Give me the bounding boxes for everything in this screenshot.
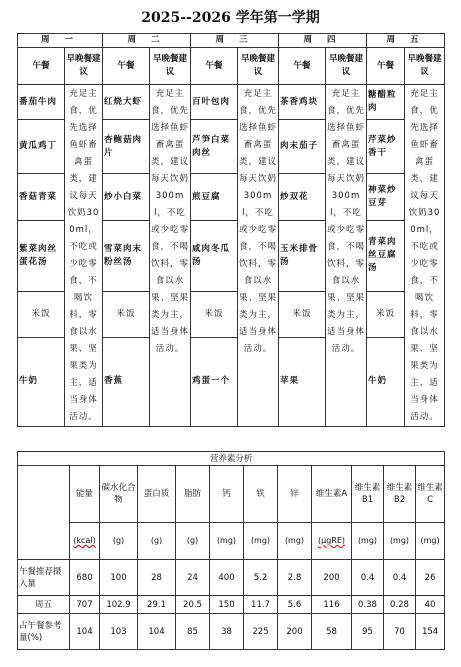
value-cell: 400 <box>210 560 244 596</box>
corner-cell <box>18 466 70 560</box>
unit-cell: (mg) <box>210 523 244 560</box>
dish-thu-6: 苹果 <box>279 337 326 426</box>
value-cell: 0.4 <box>384 560 416 596</box>
unit-cell: (μgRE) <box>312 523 352 560</box>
row-label: 周五 <box>18 596 70 614</box>
suggestion-mon: 充足主食，优先选择鱼虾畜禽蛋类，建议每天饮奶300ml，不吃或少吃零食，不喝饮料，零食以水果、坚果类为主，适当身体活动。 <box>65 85 103 427</box>
nutrient-header: 维生素B2 <box>384 466 416 523</box>
dish-thu-5: 米饭 <box>279 291 326 337</box>
value-cell: 95 <box>352 614 384 650</box>
day-header-fri: 周 五 <box>367 34 445 48</box>
nutrient-header: 脂肪 <box>176 466 210 523</box>
day-header-tue: 周 二 <box>103 34 191 48</box>
dish-wed-1: 百叶包肉 <box>191 85 238 120</box>
value-cell: 20.5 <box>176 596 210 614</box>
day-header-wed: 周 三 <box>191 34 279 48</box>
unit-cell: (mg) <box>278 523 312 560</box>
nutrition-analysis-table <box>17 451 445 650</box>
unit-cell: (g) <box>138 523 176 560</box>
nutrition-caption: 营养素分析 <box>18 452 445 466</box>
value-cell: 38 <box>210 614 244 650</box>
dish-wed-2: 芦笋白菜肉丝 <box>191 120 238 174</box>
value-cell: 5.2 <box>244 560 278 596</box>
dish-mon-6: 牛奶 <box>18 337 65 426</box>
value-cell: 103 <box>100 614 138 650</box>
lunch-header: 午餐 <box>279 48 326 85</box>
nutrient-header: 维生素B1 <box>352 466 384 523</box>
dish-wed-5: 米饭 <box>191 291 238 337</box>
value-cell: 11.7 <box>244 596 278 614</box>
dish-tue-3: 炒小白菜 <box>103 174 150 221</box>
dish-thu-4: 玉米排骨汤 <box>279 221 326 292</box>
nutrient-header: 蛋白质 <box>138 466 176 523</box>
value-cell: 104 <box>138 614 176 650</box>
unit-cell: (mg) <box>244 523 278 560</box>
nutrient-header: 铁 <box>244 466 278 523</box>
dish-thu-2: 肉末茄子 <box>279 120 326 174</box>
suggestion-tue: 充足主食，优先选择鱼虾畜禽蛋类，建议每天饮奶300ml，不吃或少吃零食，不喝饮料，零食以水果、坚果类为主，适当身体活动。 <box>150 85 191 427</box>
value-cell: 29.1 <box>138 596 176 614</box>
dish-tue-2: 杏鲍菇肉片 <box>103 120 150 174</box>
dish-fri-5: 米饭 <box>367 291 405 337</box>
lunch-header: 午餐 <box>103 48 150 85</box>
lunch-header: 午餐 <box>18 48 65 85</box>
value-cell: 707 <box>70 596 100 614</box>
nutrient-header: 锌 <box>278 466 312 523</box>
value-cell: 0.4 <box>352 560 384 596</box>
dish-fri-4: 青菜肉丝豆腐汤 <box>367 221 405 292</box>
nutrient-header: 能量 <box>70 466 100 523</box>
suggestion-wed: 充足主食，优先选择鱼虾畜禽蛋类，建议每天饮奶300ml，不吃或少吃零食，不喝饮料，零食以水果、坚果类为主，适当身体活动。 <box>238 85 279 427</box>
nutrient-header: 碳水化合物 <box>100 466 138 523</box>
value-cell: 100 <box>100 560 138 596</box>
suggest-header: 早晚餐建议 <box>238 48 279 85</box>
value-cell: 0.38 <box>352 596 384 614</box>
day-header-mon: 周 一 <box>18 34 103 48</box>
value-cell: 28 <box>138 560 176 596</box>
dish-tue-5: 米饭 <box>103 291 150 337</box>
unit-cell: (mg) <box>416 523 445 560</box>
dish-mon-4: 紫菜肉丝蛋花汤 <box>18 221 65 292</box>
nutrient-header: 维生素A <box>312 466 352 523</box>
value-cell: 24 <box>176 560 210 596</box>
nutrient-header: 钙 <box>210 466 244 523</box>
dish-tue-6: 香蕉 <box>103 337 150 426</box>
dish-thu-1: 茶香鸡块 <box>279 85 326 120</box>
weekly-menu-table <box>17 33 445 427</box>
dish-fri-3: 神菜炒豆芽 <box>367 174 405 221</box>
value-cell: 5.6 <box>278 596 312 614</box>
value-cell: 26 <box>416 560 445 596</box>
nutrient-header: 维生素C <box>416 466 445 523</box>
value-cell: 680 <box>70 560 100 596</box>
value-cell: 58 <box>312 614 352 650</box>
suggestion-thu: 充足主食，优先选择鱼虾畜禽蛋类，建议每天饮奶300ml，不吃或少吃零食，不喝饮料，零食以水果、坚果类为主，适当身体活动。 <box>326 85 367 427</box>
dish-fri-6: 牛奶 <box>367 337 405 426</box>
unit-cell: (kcal) <box>70 523 100 560</box>
row-label: 占午餐参考量(%) <box>18 614 70 650</box>
unit-cell: (mg) <box>384 523 416 560</box>
value-cell: 116 <box>312 596 352 614</box>
dish-mon-2: 黄瓜鸡丁 <box>18 120 65 174</box>
dish-wed-4: 咸肉冬瓜汤 <box>191 221 238 292</box>
dish-fri-2: 芹菜炒香干 <box>367 120 405 174</box>
value-cell: 102.9 <box>100 596 138 614</box>
day-header-thu: 周 四 <box>279 34 367 48</box>
dish-mon-3: 香菇青菜 <box>18 174 65 221</box>
value-cell: 40 <box>416 596 445 614</box>
value-cell: 200 <box>278 614 312 650</box>
lunch-header: 午餐 <box>367 48 405 85</box>
suggestion-fri: 充足主食，优先选择鱼虾畜禽蛋类，建议每天饮奶300ml，不吃或少吃零食，不喝饮料，零食以水果、坚果类为主，适当身体活动。 <box>405 85 445 427</box>
value-cell: 2.8 <box>278 560 312 596</box>
page-title: 2025--2026 学年第一学期 <box>141 10 320 26</box>
lunch-header: 午餐 <box>191 48 238 85</box>
value-cell: 200 <box>312 560 352 596</box>
unit-cell: (mg) <box>352 523 384 560</box>
dish-wed-6: 鸡蛋一个 <box>191 337 238 426</box>
value-cell: 225 <box>244 614 278 650</box>
unit-cell: (g) <box>100 523 138 560</box>
value-cell: 154 <box>416 614 445 650</box>
value-cell: 70 <box>384 614 416 650</box>
value-cell: 0.28 <box>384 596 416 614</box>
dish-wed-3: 煎豆腐 <box>191 174 238 221</box>
value-cell: 85 <box>176 614 210 650</box>
dish-thu-3: 炒双花 <box>279 174 326 221</box>
value-cell: 104 <box>70 614 100 650</box>
dish-mon-5: 米饭 <box>18 291 65 337</box>
suggest-header: 早晚餐建议 <box>405 48 445 85</box>
suggest-header: 早晚餐建议 <box>326 48 367 85</box>
dish-mon-1: 番茄牛肉 <box>18 85 65 120</box>
row-label: 午餐推荐摄入量 <box>18 560 70 596</box>
suggest-header: 早晚餐建议 <box>150 48 191 85</box>
dish-fri-1: 糖醋粒肉 <box>367 85 405 120</box>
dish-tue-1: 红烧大虾 <box>103 85 150 120</box>
dish-tue-4: 雪菜肉末粉丝汤 <box>103 221 150 292</box>
suggest-header: 早晚餐建议 <box>65 48 103 85</box>
value-cell: 150 <box>210 596 244 614</box>
unit-cell: (g) <box>176 523 210 560</box>
